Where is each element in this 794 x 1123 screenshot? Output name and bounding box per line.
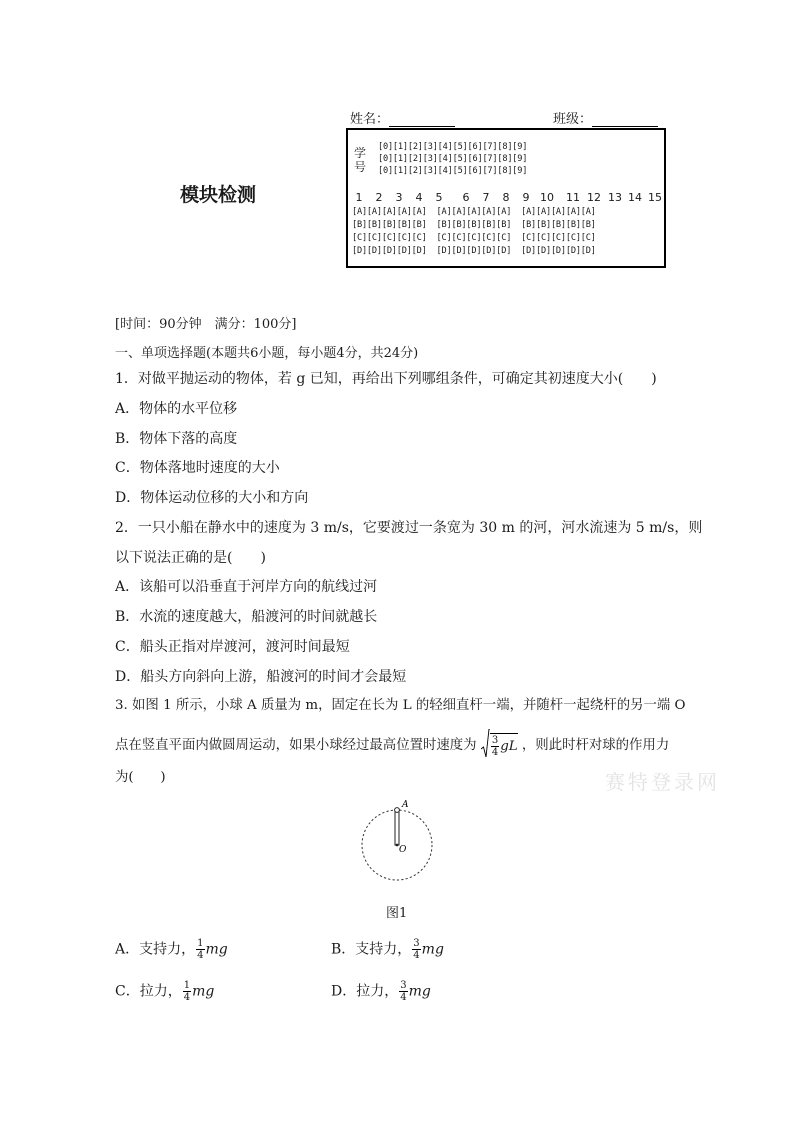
sqrt-numerator: 3 [491, 735, 499, 746]
student-id-row-3[interactable]: [0][1][2][3][4][5][6][7][8][9] [378, 166, 528, 176]
fraction-denominator: 4 [413, 950, 420, 961]
question-number: 13 [608, 191, 622, 204]
question-3-stem-line-2-pre: 点在竖直平面内做圆周运动，如果小球经过最高位置时速度为 [115, 738, 477, 753]
question-number: 1 [355, 191, 363, 204]
question-number: 10 [540, 191, 554, 204]
option-label: D．拉力， [331, 983, 399, 1000]
question-3-option-a[interactable] [115, 938, 228, 961]
question-number: 15 [648, 191, 662, 204]
fraction-denominator: 4 [400, 992, 407, 1003]
exam-info: [时间：90分钟 满分：100分] [115, 317, 297, 332]
question-1-stem: 1．对做平抛运动的物体，若 g 已知，再给出下列哪组条件，可确定其初速度大小( ) [115, 371, 657, 387]
sqrt-denominator: 4 [491, 747, 499, 758]
question-number: 14 [628, 191, 642, 204]
question-1-option-c[interactable]: C．物体落地时速度的大小 [115, 460, 280, 476]
rod [395, 811, 399, 845]
sqrt-sign-icon [481, 729, 490, 759]
fraction-denominator: 4 [183, 992, 191, 1003]
unit: mg [192, 983, 215, 1000]
question-3-stem-line-3: 为( ) [115, 770, 166, 785]
answer-row-b[interactable]: [B][B][B][B][B] [B][B][B][B][B] [B][B][B][B][B] [352, 220, 596, 230]
question-number: 7 [482, 191, 490, 204]
answer-row-a[interactable]: [A][A][A][A][A] [A][A][A][A][A] [A][A][A][A][A] [352, 207, 596, 217]
option-label: C．拉力， [115, 983, 182, 1000]
fraction-numerator: 3 [413, 938, 420, 949]
student-id-row-1[interactable]: [0][1][2][3][4][5][6][7][8][9] [378, 142, 528, 152]
answer-row-d[interactable]: [D][D][D][D][D] [D][D][D][D][D] [D][D][D][D][D] [352, 246, 596, 256]
question-3-option-b[interactable] [331, 938, 444, 961]
question-number: 2 [375, 191, 383, 204]
question-2-stem-line-2: 以下说法正确的是( ) [115, 550, 266, 566]
class-label: 班级： [553, 112, 593, 127]
unit: mg [205, 941, 228, 958]
question-3-stem-line-1: 3. 如图 1 所示，小球 A 质量为 m，固定在长为 L 的轻细直杆一端，并随杆一起绕杆的另一端 O [115, 698, 686, 713]
student-id-label-2: 号 [353, 160, 366, 174]
question-2-option-b[interactable]: B．水流的速度越大，船渡河的时间就越长 [115, 609, 378, 625]
question-number: 11 [566, 191, 580, 204]
question-1-option-d[interactable]: D．物体运动位移的大小和方向 [115, 490, 309, 506]
question-1-option-b[interactable]: B．物体下落的高度 [115, 431, 238, 447]
question-2-option-d[interactable]: D．船头方向斜向上游，船渡河的时间才会最短 [115, 669, 407, 685]
class-field-group [553, 108, 658, 127]
sqrt-tail: gL [500, 739, 518, 754]
question-2-stem-line-1: 2．一只小船在静水中的速度为 3 m/s，它要渡过一条宽为 30 m 的河，河水流速为 5 m/s，则 [115, 520, 703, 536]
unit: mg [408, 983, 431, 1000]
class-blank[interactable] [592, 112, 658, 127]
page-title: 模块检测 [180, 184, 257, 206]
figure-caption: 图1 [386, 906, 408, 921]
question-1-option-a[interactable]: A．物体的水平位移 [115, 401, 238, 417]
question-3-stem-line-2-post: ，则此时杆对球的作用力 [521, 738, 670, 753]
fraction-numerator: 3 [400, 980, 407, 991]
watermark: 赛特登录网 [605, 770, 720, 794]
figure-1-diagram [355, 798, 440, 888]
fraction-numerator: 1 [197, 938, 204, 949]
label-o: O [399, 845, 407, 855]
question-3-stem-line-2 [115, 733, 669, 758]
fraction-numerator: 1 [183, 980, 191, 991]
question-3-option-d[interactable] [331, 980, 431, 1003]
name-label: 姓名： [350, 112, 390, 127]
question-3-option-c[interactable] [115, 980, 214, 1003]
pivot-o [396, 844, 399, 847]
student-id-row-2[interactable]: [0][1][2][3][4][5][6][7][8][9] [378, 154, 528, 164]
question-number: 6 [462, 191, 470, 204]
question-number: 3 [395, 191, 403, 204]
question-2-option-c[interactable]: C．船头正指对岸渡河，渡河时间最短 [115, 639, 350, 655]
question-number: 5 [435, 191, 443, 204]
option-label: A．支持力， [115, 941, 196, 958]
unit: mg [421, 941, 444, 958]
ball-a [395, 808, 400, 813]
question-number: 4 [415, 191, 423, 204]
answer-row-c[interactable]: [C][C][C][C][C] [C][C][C][C][C] [C][C][C][C][C] [352, 233, 596, 243]
question-number: 8 [502, 191, 510, 204]
option-label: B．支持力， [331, 941, 412, 958]
section-heading: 一、单项选择题(本题共6小题，每小题4分，共24分) [115, 346, 419, 361]
student-id-label-1: 学 [353, 146, 366, 160]
question-2-option-a[interactable]: A．该船可以沿垂直于河岸方向的航线过河 [115, 579, 378, 595]
question-number: 9 [522, 191, 530, 204]
label-a: A [402, 800, 409, 810]
fraction-denominator: 4 [197, 950, 204, 961]
name-blank[interactable] [389, 112, 455, 127]
name-field-group [350, 108, 455, 127]
sqrt-expression [481, 733, 518, 758]
question-number: 12 [587, 191, 601, 204]
